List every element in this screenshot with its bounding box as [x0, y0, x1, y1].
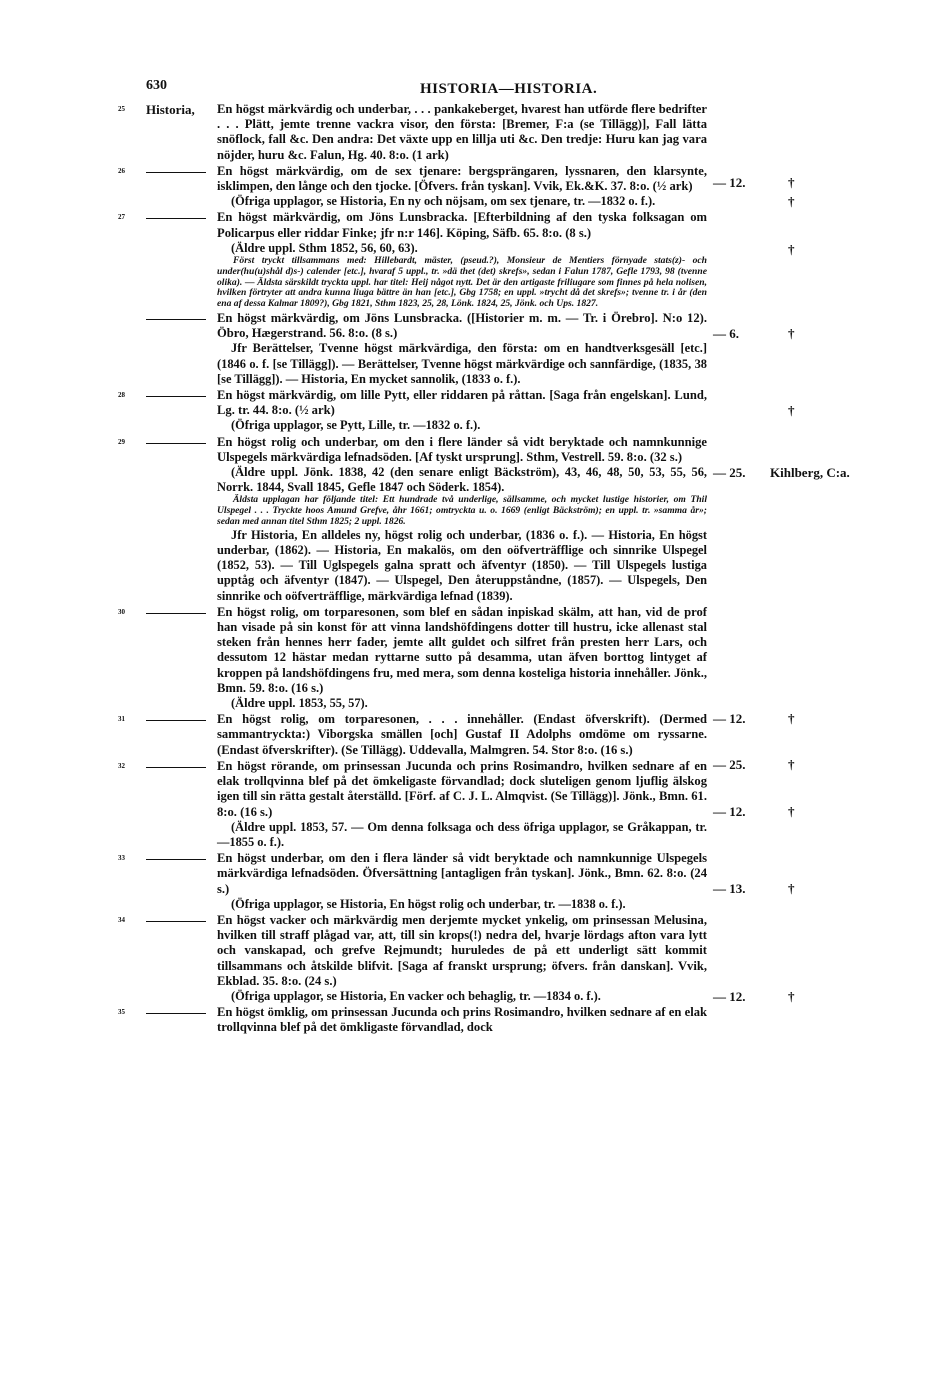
dagger-mark: † — [788, 242, 795, 258]
dagger-mark: † — [788, 403, 795, 419]
entry-main: En högst märkvärdig, om Jöns Lunsbracka. ([Historier m. m. — Tr. i Örebro]. N:o 12). Öbro, Hægerstrand. 56. 8:o. (8 s.) — [217, 311, 707, 341]
entry-text — [217, 311, 707, 387]
entry-34 — [0, 913, 928, 1004]
price: — 12. — [713, 803, 746, 819]
entry-33 — [0, 851, 928, 912]
dagger-mark: † — [788, 757, 795, 773]
entry-number: 29 — [118, 437, 125, 446]
entry-text — [217, 913, 707, 1004]
entry-number: 25 — [118, 105, 125, 113]
entry-number: 27 — [118, 213, 125, 222]
dagger-mark: † — [788, 881, 795, 897]
entry-text — [217, 164, 707, 210]
entry-text: En högst ömklig, om prinsessan Jucunda och prins Rosimandro, hvilken sednare af en elak trollqvinna blef på det ömkligaste förvandlad, dock — [217, 1005, 707, 1035]
entry-29 — [0, 435, 928, 604]
ditto-dash — [146, 859, 206, 860]
entry-list — [0, 102, 928, 1037]
price: — 13. — [713, 881, 746, 897]
ditto-dash — [146, 720, 206, 721]
dagger-mark: † — [788, 326, 795, 342]
entry-note: (Öfriga upplagor, se Historia, En högst rolig och underbar, tr. —1838 o. f.). — [231, 896, 626, 911]
entry-text — [217, 210, 707, 310]
entry-text — [217, 759, 707, 850]
entry-number: 28 — [118, 391, 125, 400]
entry-note: Jfr Berättelser, Tvenne högst märkvärdiga, den första: om en handtverksgesäll [etc.] (1846 o. f. [se Tillägg]). — Berättelser, Tvenne högst märkvärdige och sannfärdige, (1835, 38 [se Tillägg]). — Historia, En mycket sannolik, (1833 o. f.). — [217, 341, 707, 386]
entry-number: 35 — [118, 1008, 125, 1017]
entry-number: 34 — [118, 915, 125, 924]
entry-note: (Öfriga upplagor, se Historia, En vacker och behaglig, tr. —1834 o. f.). — [231, 988, 601, 1003]
entry-text — [217, 435, 707, 604]
entry-main: En högst underbar, om den i flera länder så vidt beryktade och namnkunnige Ulspegels märkvärdiga lefnadsöden. Öfversättning [antagligen från tyskan]. Jönk., Bmn. 62. 8:o. (24 s.) — [217, 851, 707, 896]
entry-26 — [0, 164, 928, 210]
entry-main: En högst vacker och märkvärdig men derjemte mycket ynkelig, om prinsessan Melusina, hvilken till straff plågad var, att, till sin krops(!) nedra del, hvarje lördags afton vara lytt och vanskapad, och grefve Rejmundt; huruledes de på ett underligt sätt kommit tillsammans och åtskilde blifvit. [Saga af franskt ursprung; öfvers. från danskan]. Vvik, Ekblad. 35. 8:o. (24 s.) — [217, 912, 707, 988]
entry-small-print: Äldsta upplagan har följande titel: Ett hundrade två underlige, sällsamme, och mycket lustige historier, om Thil Ulspegel . . . Tryckte hoos Amund Grefve, åhr 1661; omtryckta u. o. 1669 (enligt Bäckström); en uppl. tr. »samma år»; sedan med annan titel Sthm 1825; 2 uppl. 1826. — [217, 494, 707, 528]
dagger-mark: † — [788, 710, 795, 726]
ditto-dash — [146, 218, 206, 219]
entry-note: (Äldre uppl. Sthm 1852, 56, 60, 63). — [231, 240, 418, 255]
dagger-mark: † — [788, 175, 795, 190]
entry-number: 30 — [118, 607, 125, 616]
ditto-dash — [146, 443, 206, 444]
entry-head: Historia, — [146, 102, 195, 117]
price: — 25. — [713, 757, 746, 773]
entry-unnumbered — [0, 311, 928, 387]
entry-note: (Äldre uppl. Jönk. 1838, 42 (den senare enligt Bäckström), 43, 46, 48, 50, 53, 55, 56, Norrk. 1844, Svall 1845, Gefle 1847 och Söderk. 1854). — [217, 465, 707, 495]
ditto-dash — [146, 921, 206, 922]
entry-number: 31 — [118, 715, 125, 724]
entry-text: En högst rolig, om torparesonen, . . . innehåller. (Endast öfverskrift). (Dermed sammantryckta:) Viborgska smällen [och] Gustaf II Adolphs omdöme om ryssarne. (Endast öfverskrifter). (Se Tillägg). Uddevalla, Malmgren. 54. Stor 8:o. (16 s.) — [217, 712, 707, 757]
entry-35 — [0, 1005, 928, 1035]
entry-32 — [0, 759, 928, 850]
price: — 12. — [713, 988, 746, 1004]
owner: Kihlberg, C:a. — [770, 464, 850, 480]
entry-main: En högst märkvärdig, om Jöns Lunsbracka. [Efterbildning af den tyska folksagan om Policarpus eller riddar Finke; jfr n:r 146]. Köping, Säfb. 65. 8:o. (8 s.) — [217, 210, 707, 240]
entry-number: 26 — [118, 166, 125, 175]
price: — 12. — [713, 710, 746, 726]
entry-main: En högst märkvärdig, om lille Pytt, eller riddaren på råttan. [Saga från engelskan]. Lund, Lg. tr. 44. 8:o. (½ ark) — [217, 388, 707, 418]
ditto-dash — [146, 767, 206, 768]
entry-number: 32 — [118, 761, 125, 770]
ditto-dash — [146, 319, 206, 320]
dagger-mark: † — [788, 988, 795, 1004]
entry-note: (Äldre uppl. 1853, 55, 57). — [231, 696, 368, 711]
entry-main: En högst rolig, om torparesonen, som blef en sådan inpiskad skälm, att han, vid de prof han visade på sin konst för att vinna landshöfdingens dotter till hustru, icke allenast stal steken från hennes herr fader, jemte allt guldet och silfret från presten herr Lars, och dessutom 12 hästar medan ryttarne sutto på desamma, utan äfven borttog lintyget af kroppen på landshöfdingens fru, med mera, som denna kosteliga historia innehåller. Jönk., Bmn. 59. 8:o. (16 s.) — [217, 604, 707, 695]
ditto-dash — [146, 396, 206, 397]
entry-text — [217, 851, 707, 912]
entry-note: (Äldre uppl. 1853, 57. — Om denna folksaga och dess öfriga upplagor, se Gråkappan, tr. —1855 o. f.). — [217, 819, 707, 849]
dagger-mark: † — [788, 803, 795, 819]
entry-27 — [0, 210, 928, 310]
ditto-dash — [146, 1013, 206, 1014]
entry-note: (Öfriga upplagor, se Historia, En ny och nöjsam, om sex tjenare, tr. —1832 o. f.). — [231, 194, 656, 209]
entry-small-print: Först tryckt tillsammans med: Hillebardt, mäster, (pseud.?), Monsieur de Mentiers förnyade stats(z)- och under(hu(u)shål d)s-) calender [etc.], hvaraf 5 uppl., tr. »dä thet (det) skrefs», sedan i Falun 1787, Gefle 1793, 98 (tvenne olika). — Äldsta särskildt tryckta uppl. har titel: Heij något nytt. Det är den artigaste friliugare som finnes på hela nolisen, hvilken förtryter att andra kunna liuga bättre än han [etc.], Gbg 1758; en uppl. »trycht då det skrefs»; tvenne tr. i år (den ena af dessa Kalmar 1809?), Gbg 1821, Sthm 1823, 25, 28, Lönk. 1824, 25, Jönk. och Ups. 1827. — [217, 255, 707, 310]
ditto-dash — [146, 172, 206, 173]
ditto-dash — [146, 613, 206, 614]
entry-28 — [0, 388, 928, 434]
entry-text: En högst märkvärdig och underbar, . . . pankakeberget, hvarest han utförde flere bedrifter . . . Plätt, jemte trenne vackra visor, den första: [Bremer, F:a (se Tillägg)], Fall lätta snöflock, fall &c. Den andra: Det växte upp en lillja uti &c. Den tredje: Huru kan jag vara nöjder, huru &c. Falun, Hg. 40. 8:o. (1 ark) — [217, 102, 707, 162]
entry-note: (Öfriga upplagor, se Pytt, Lille, tr. —1832 o. f.). — [231, 418, 481, 433]
entry-main: En högst märkvärdig, om de sex tjenare: bergsprängaren, lyssnaren, den klarsynte, isklimpen, den långe och den tjocke. [Öfvers. från tyskan]. Vvik, Ek.&K. 37. 8:o. (½ ark) — [217, 163, 707, 194]
entry-text — [217, 605, 707, 711]
price: — 6. — [713, 326, 739, 342]
running-head: HISTORIA—HISTORIA. — [420, 81, 598, 97]
price: — 12. — [713, 175, 746, 190]
entry-number: 33 — [118, 854, 125, 863]
page-number: 630 — [146, 78, 167, 93]
price: — 25. — [713, 464, 746, 480]
entry-text — [217, 388, 707, 434]
entry-crossref: Jfr Historia, En alldeles ny, högst rolig och underbar, (1836 o. f.). — Historia, En högst underbar, (1862). — Historia, En makalös, om den oöfverträfflige och sinnrike Ulspegel (1852, 53). — Till Uglspegels galna spratt och äfventyr (1850). — Till Ulspegels lustiga upptåg och äfventyr (1847). — Ulspegel, Den återuppståndne, (1857). — Ulspegels, Den sinnrike och oöfverträfflige, märkvärdiga lefnad (1839). — [217, 527, 707, 603]
entry-main: En högst rolig och underbar, om den i flere länder så vidt beryktade och namnkunnige Ulspegels märkvärdiga lefnadsöden. [Af tyskt ursprung]. Sthm, Vestrell. 59. 8:o. (32 s.) — [217, 434, 707, 464]
entry-main: En högst rörande, om prinsessan Jucunda och prins Rosimandro, hvilken sednare af en elak trollqvinna blef på det ömkeligaste förvandlad; dock sluteligen genom ljuflig älskog igen till sin rätta gestalt återställd. [Förf. af C. J. L. Almqvist. (Se Tillägg)]. Jönk., Bmn. 61. 8:o. (16 s.) — [217, 758, 707, 819]
dagger-mark: † — [788, 193, 795, 209]
